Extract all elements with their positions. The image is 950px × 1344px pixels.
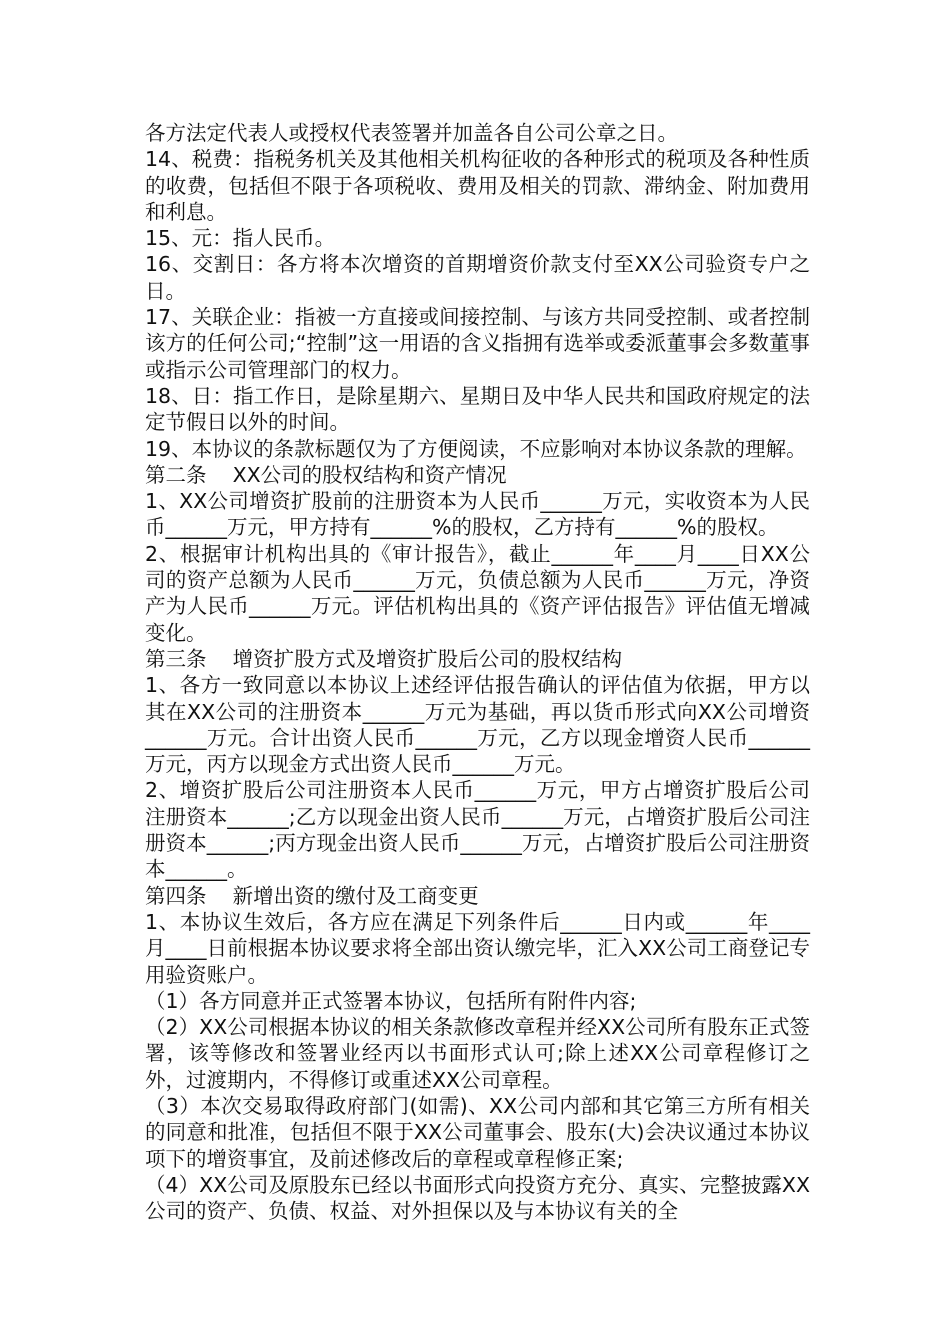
article-4-item-1: 1、本协议生效后，各方应在满足下列条件后______日内或______年____月____日前根据本协议要求将全部出资认缴完毕，汇入XX公司工商登记专用验资账户。 [145, 909, 810, 987]
condition-4: （4）XX公司及原股东已经以书面形式向投资方充分、真实、完整披露XX公司的资产、负债、权益、对外担保以及与本协议有关的全 [145, 1172, 810, 1224]
definition-day: 18、日：指工作日，是除星期六、星期日及中华人民共和国政府规定的法定节假日以外的时间。 [145, 383, 810, 435]
definition-affiliate: 17、关联企业：指被一方直接或间接控制、与该方共同受控制、或者控制该方的任何公司;“控制”这一用语的含义指拥有选举或委派董事会多数董事或指示公司管理部门的权力。 [145, 305, 810, 382]
condition-1: （1）各方同意并正式签署本协议，包括所有附件内容; [145, 988, 637, 1013]
document-page [145, 120, 810, 1224]
article-3-item-1: 1、各方一致同意以本协议上述经评估报告确认的评估值为依据，甲方以其在XX公司的注册资本______万元为基础，再以货币形式向XX公司增资______万元。合计出资人民币______万元，乙方以现金增资人民币______万元，丙方以现金方式出资人民币______万元。 [145, 673, 810, 777]
article-4-heading: 第四条 新增出资的缴付及工商变更 [145, 883, 479, 908]
article-2-heading: 第二条 XX公司的股权结构和资产情况 [145, 462, 507, 487]
article-2-item-2: 2、根据审计机构出具的《审计报告》，截止______年____月____日XX公司的资产总额为人民币______万元，负债总额为人民币______万元，净资产为人民币______万元。评估机构出具的《资产评估报告》评估值无增减变化。 [145, 541, 810, 645]
article-2-item-1: 1、XX公司增资扩股前的注册资本为人民币______万元，实收资本为人民币______万元，甲方持有______%的股权，乙方持有______%的股权。 [145, 489, 810, 540]
definition-closing-date: 16、交割日：各方将本次增资的首期增资价款支付至XX公司验资专户之日。 [145, 252, 810, 303]
condition-2: （2）XX公司根据本协议的相关条款修改章程并经XX公司所有股东正式签署，该等修改和签署业经丙以书面形式认可;除上述XX公司章程修订之外，过渡期内，不得修订或重述XX公司章程。 [145, 1015, 810, 1092]
condition-3: （3）本次交易取得政府部门(如需)、XX公司内部和其它第三方所有相关的同意和批准，包括但不限于XX公司董事会、股东(大)会决议通过本协议项下的增资事宜，及前述修改后的章程或章程修正案; [145, 1093, 810, 1171]
article-3-item-2: 2、增资扩股后公司注册资本人民币______万元，甲方占增资扩股后公司注册资本______;乙方以现金出资人民币______万元，占增资扩股后公司注册资本______;丙方现金出资人民币______万元，占增资扩股后公司注册资本______。 [145, 778, 810, 882]
clause-headings-note: 19、本协议的条款标题仅为了方便阅读，不应影响对本协议条款的理解。 [145, 436, 807, 461]
paragraph-effective-date: 各方法定代表人或授权代表签署并加盖各自公司公章之日。 [145, 121, 678, 145]
definition-yuan: 15、元：指人民币。 [145, 226, 336, 251]
article-3-heading: 第三条 增资扩股方式及增资扩股后公司的股权结构 [145, 646, 623, 671]
definition-taxes: 14、税费：指税务机关及其他相关机构征收的各种形式的税项及各种性质的收费，包括但不限于各项税收、费用及相关的罚款、滞纳金、附加费用和利息。 [145, 147, 810, 224]
